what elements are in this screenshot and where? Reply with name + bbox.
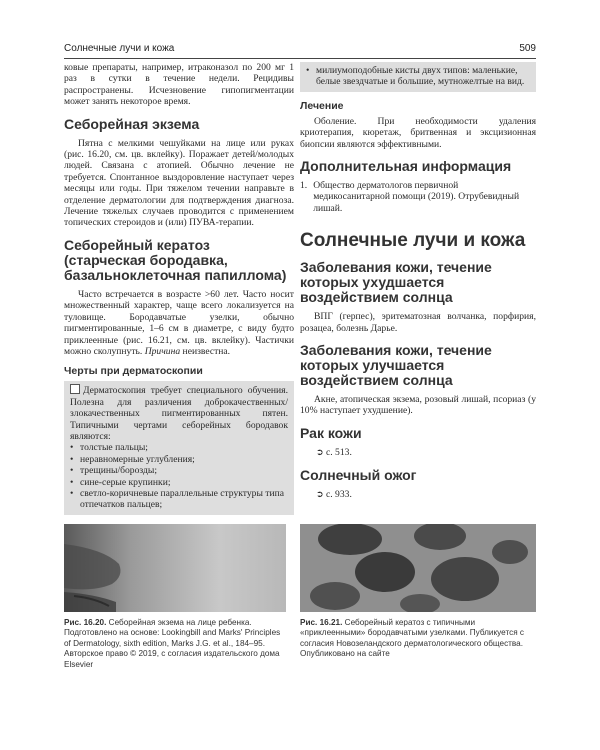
box-text-content: Дерматоскопия требует специального обучения. Полезна для различения доброкачественных/злокачественных пигментированных пятен. Типичными чертами себорейных бородавок являются: bbox=[70, 385, 288, 442]
figure-label: Рис. 16.20. bbox=[64, 618, 107, 627]
list-item: • сине-серые крупинки; bbox=[70, 476, 171, 488]
reference-page: с. 933. bbox=[326, 489, 352, 501]
reference-page: с. 513. bbox=[326, 446, 352, 458]
right-column bbox=[300, 62, 536, 502]
keratosis-photo-graphic bbox=[300, 524, 536, 612]
heading-worsened-by-sun: Заболевания кожи, течение которых ухудшается воздействием солнца bbox=[300, 259, 492, 306]
cross-reference[interactable] bbox=[300, 489, 536, 501]
item-text: Общество дерматологов первичной медикосанитарной помощи (2019). Отрубевидный лишай. bbox=[313, 180, 520, 214]
list-item: • милиумоподобные кисты двух типов: маленькие, белые звездчатые и большие, мутножелтые на вид. bbox=[306, 65, 525, 88]
heading-seborrheic-eczema: Себорейная экзема bbox=[64, 115, 200, 132]
list-item: • толстые пальцы; bbox=[70, 442, 148, 454]
list-item: • светло-коричневые параллельные структуры типа отпечатков пальцев; bbox=[70, 487, 285, 511]
heading-skin-cancer: Рак кожи bbox=[300, 424, 362, 441]
face-photo-graphic bbox=[64, 524, 286, 612]
box-text bbox=[70, 384, 288, 442]
heading-additional-info: Дополнительная информация bbox=[300, 158, 512, 175]
heading-sunburn: Солнечный ожог bbox=[300, 467, 417, 484]
heading-seborrheic-keratosis: Себорейный кератоз (старческая бородавка, базальноклеточная папиллома) bbox=[64, 236, 287, 283]
box-marker-icon bbox=[70, 384, 80, 394]
figure-label: Рис. 16.21. bbox=[300, 618, 343, 627]
intro-paragraph: ковые препараты, например, итраконазол по 200 мг 1 раз в сутки в течение недели. Рецидивы распространены. Исчезновение гипопигментации может занять некоторое время. bbox=[64, 62, 294, 108]
dermatoscopy-box bbox=[64, 381, 294, 514]
heading-treatment: Лечение bbox=[300, 99, 344, 112]
heading-dermatoscopy: Черты при дерматоскопии bbox=[64, 365, 203, 378]
figure-16-21-photo bbox=[300, 524, 536, 612]
figure-16-20-caption bbox=[64, 618, 286, 670]
header-title: Солнечные лучи и кожа bbox=[64, 43, 175, 54]
dermatoscopy-list-continued bbox=[306, 65, 530, 88]
arrow-reference-icon: ➲ bbox=[316, 447, 324, 458]
paragraph-seborrheic-keratosis bbox=[64, 289, 294, 357]
page-number: 509 bbox=[519, 43, 536, 54]
caption-text: Себорейная экзема на лице ребенка. Подготовлено на основе: Lookingbill and Marks' Principles of Dermatology, sixth edition, Marks J.G. et al., 184–95. Авторское право © 2019, с согласия издательского дома Elsevier bbox=[64, 618, 281, 669]
cross-reference[interactable] bbox=[300, 447, 536, 459]
figure-16-21-caption bbox=[300, 618, 536, 660]
left-column bbox=[64, 62, 294, 515]
paragraph-treatment: Оболение. При необходимости удаления криотерапия, кюретаж, бритвенная и эксцизионная биопсии являются эффективными. bbox=[300, 115, 536, 150]
emphasis-cause: Причина bbox=[144, 345, 181, 357]
paragraph-worsened: ВПГ (герпес), эритематозная волчанка, порфирия, розацеа, болезнь Дарье. bbox=[300, 311, 536, 334]
paragraph-seborrheic-eczema: Пятна с мелкими чешуйками на лице или руках (рис. 16.20, см. цв. вклейку). Поражает детей/молодых людей. Связана с атопией. Обычно лечение не требуется. Спонтанное выздоровление наступает через месяцы или годы. При тяжелом течении направьте в отделение дерматологии для подтверждения диагноза. Лечение тяжелых случаев проводится с применением топических стероидов и (или) ПУВА-терапии. bbox=[64, 137, 294, 229]
list-item: • неравномерные углубления; bbox=[70, 453, 195, 465]
running-header bbox=[64, 42, 536, 59]
paragraph-improved: Акне, атопическая экзема, розовый лишай, псориаз (у 10% наступает ухудшение). bbox=[300, 394, 536, 417]
text-part: неизвестна. bbox=[180, 345, 231, 357]
dermatoscopy-box-continued bbox=[300, 62, 536, 92]
chapter-title: Солнечные лучи и кожа bbox=[300, 230, 526, 252]
item-number: 1. bbox=[300, 180, 308, 192]
figure-16-20-photo bbox=[64, 524, 286, 612]
additional-info-item bbox=[300, 180, 536, 214]
list-item: • трещины/борозды; bbox=[70, 465, 158, 477]
heading-improved-by-sun: Заболевания кожи, течение которых улучшается воздействием солнца bbox=[300, 342, 492, 389]
text-part: Часто встречается в возрасте >60 лет. Часто носит множественный характер, чаще всего локализуется на туловище. Бородавчатые узелки, обычно пигментированные, 1–6 см в диаметре, с виду будто приклеенные (рис. 16.21, см. цв. вклейку). Частички можно сколупнуть. bbox=[64, 288, 294, 357]
caption-text: Себорейный кератоз с типичными «приклеенными» бородавчатыми узелками. Публикуется с согласия Новозеландского дерматологического общества. Опубликовано на сайте bbox=[300, 618, 524, 659]
dermatoscopy-list bbox=[70, 442, 288, 510]
arrow-reference-icon: ➲ bbox=[316, 490, 324, 501]
